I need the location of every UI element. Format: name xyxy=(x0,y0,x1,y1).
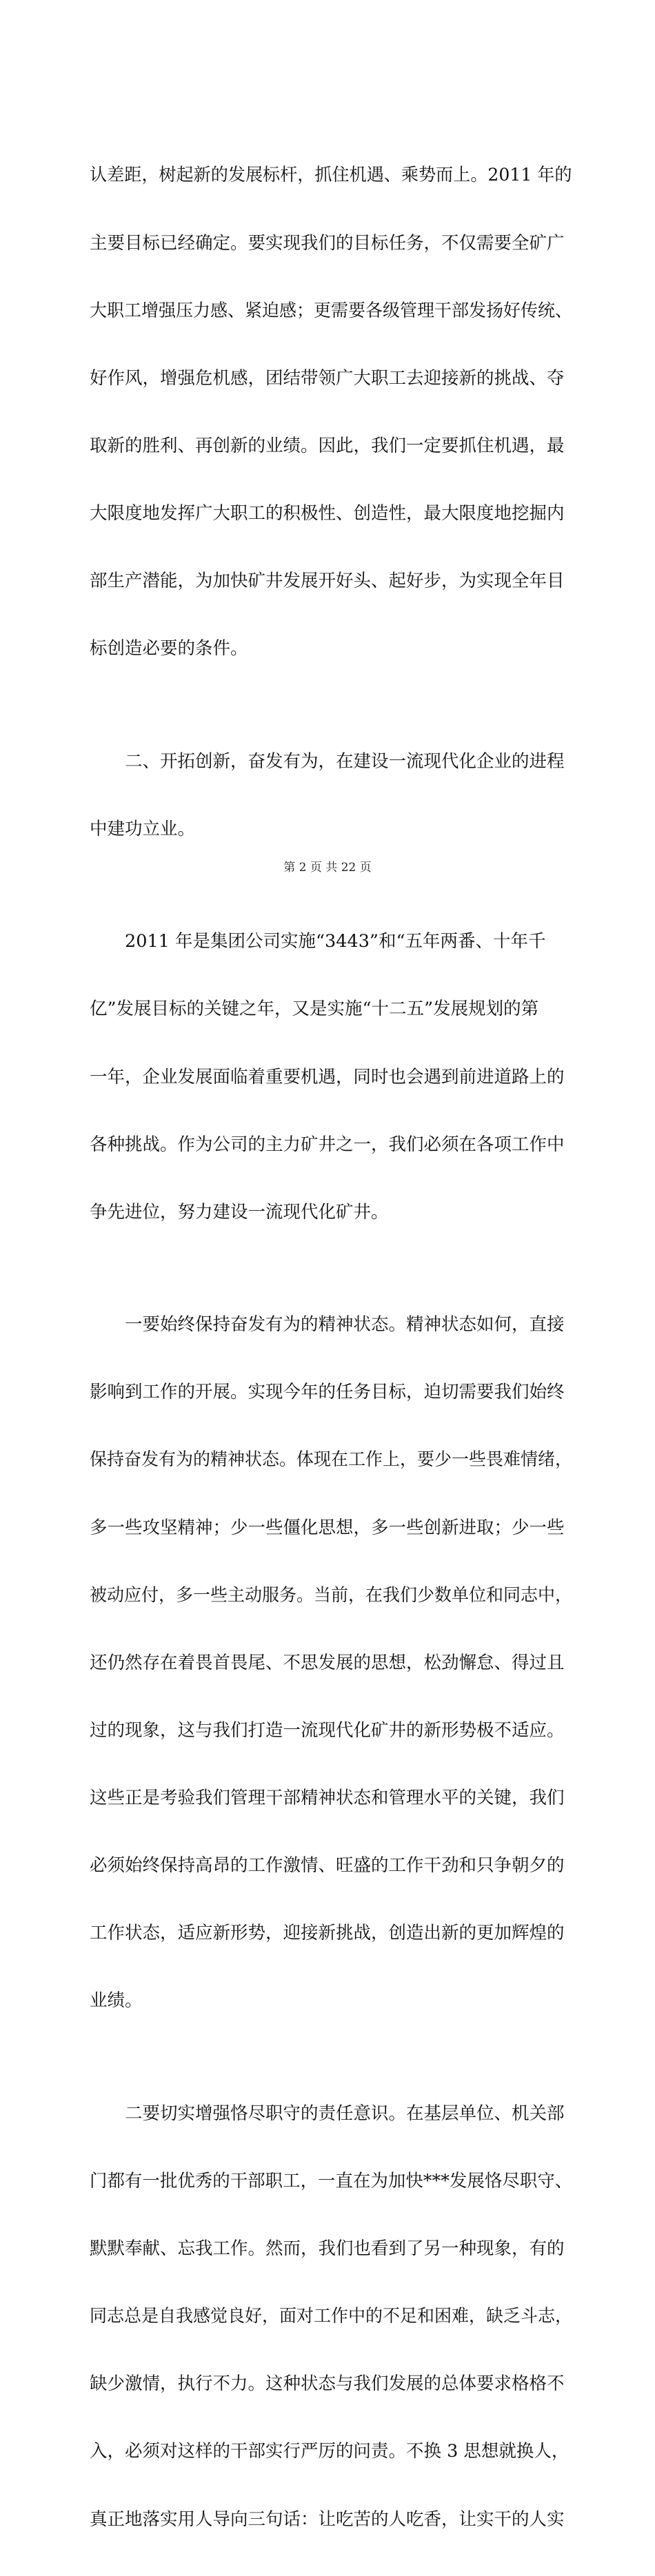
text-line: 入，必须对这样的干部实行严厉的问责。不换 3 思想就换人， xyxy=(90,2441,570,2462)
text-line: 亿”发展目标的关键之年，又是实施“十二五”发展规划的第 xyxy=(90,999,539,1020)
text-line: 认差距，树起新的发展标杆，抓住机遇、乘势而上。2011 年的 xyxy=(90,165,572,186)
page-number-footer: 第 2 页 共 22 页 xyxy=(283,861,372,875)
text-line: 真正地落实用人导向三句话：让吃苦的人吃香，让实干的人实 xyxy=(90,2508,565,2530)
text-line: 大职工增强压力感、紧迫感；更需要各级管理干部发扬好传统、 xyxy=(90,300,573,321)
text-line: 主要目标已经确定。要实现我们的目标任务，不仅需要全矿广 xyxy=(90,232,565,254)
text-line: 门都有一批优秀的干部职工，一直在为加快***发展恪尽职守、 xyxy=(90,2170,573,2191)
text-line: 默默奉献、忘我工作。然而，我们也看到了另一种现象，有的 xyxy=(90,2238,565,2260)
text-line: 工作状态，适应新形势，迎接新挑战，创造出新的更加辉煌的 xyxy=(90,1923,565,1944)
paragraph-4 xyxy=(90,1269,572,2058)
text-line: 保持奋发有为的精神状态。体现在工作上，要少一些畏难情绪， xyxy=(90,1449,573,1471)
text-line: 部生产潜能，为加快矿井发展开好头、起好步，为实现全年目 xyxy=(90,571,565,592)
text-line: 好作风，增强危机感，团结带领广大职工去迎接新的挑战、夺 xyxy=(90,367,565,389)
paragraph-1 xyxy=(90,119,572,705)
text-line: 业绩。 xyxy=(90,1990,143,2012)
text-line: 同志总是自我感觉良好，面对工作中的不足和困难，缺乏斗志， xyxy=(90,2306,573,2327)
text-line: 还仍然存在着畏首畏尾、不思发展的思想，松劲懈怠、得过且 xyxy=(90,1652,565,1673)
text-line: 这些正是考验我们管理干部精神状态和管理水平的关键，我们 xyxy=(90,1788,565,1809)
text-line: 一年，企业发展面临着重要机遇，同时也会遇到前进道路上的 xyxy=(90,1066,565,1087)
text-line: 争先进位，努力建设一流现代化矿井。 xyxy=(90,1201,389,1223)
document-body xyxy=(90,119,572,2576)
text-line: 中建功立业。 xyxy=(90,818,196,839)
text-line: 标创造必要的条件。 xyxy=(90,638,248,660)
text-line: 缺少激情，执行不力。这种状态与我们发展的总体要求格格不 xyxy=(90,2373,565,2395)
text-line: 影响到工作的开展。实现今年的任务目标，迫切需要我们始终 xyxy=(90,1382,565,1403)
text-line: 必须始终保持高昂的工作激情、旺盛的工作干劲和只争朝夕的 xyxy=(90,1855,565,1877)
text-line: 被动应付，多一些主动服务。当前，在我们少数单位和同志中， xyxy=(90,1584,573,1606)
text-line: 取新的胜利、再创新的业绩。因此，我们一定要抓住机遇，最 xyxy=(90,435,565,456)
paragraph-5 xyxy=(90,2057,572,2575)
text-line: 二要切实增强恪尽职守的责任意识。在基层单位、机关部 xyxy=(90,2103,565,2124)
text-line: 大限度地发挥广大职工的积极性、创造性，最大限度地挖掘内 xyxy=(90,502,565,524)
text-line: 各种挑战。作为公司的主力矿井之一，我们必须在各项工作中 xyxy=(90,1134,565,1155)
text-line: 过的现象，这与我们打造一流现代化矿井的新形势极不适应。 xyxy=(90,1719,565,1741)
text-line: 一要始终保持奋发有为的精神状态。精神状态如何，直接 xyxy=(90,1314,565,1336)
paragraph-3 xyxy=(90,886,572,1269)
text-line: 2011 年是集团公司实施“3443”和“五年两番、十年千 xyxy=(90,931,546,952)
text-line: 多一些攻坚精神；少一些僵化思想，多一些创新进取；少一些 xyxy=(90,1517,565,1538)
text-line: 二、开拓创新，奋发有为，在建设一流现代化企业的进程 xyxy=(90,750,565,772)
